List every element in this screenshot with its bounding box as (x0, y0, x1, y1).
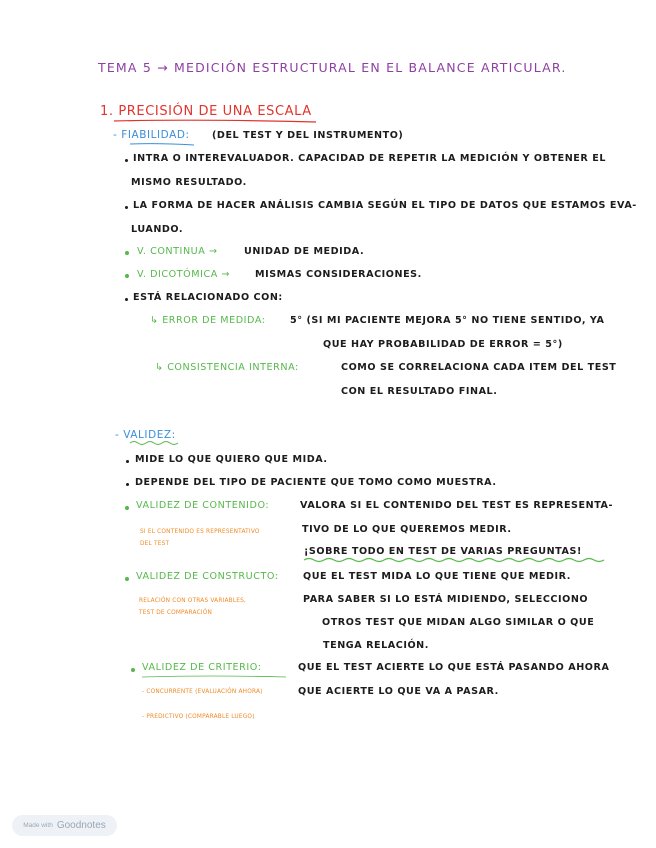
fiab-bullet2-line1: LA FORMA DE HACER ANÁLISIS CAMBIA SEGÚN EL TIPO DE DATOS QUE ESTAMOS EVA- (133, 200, 637, 211)
constructo-line4: TENGA RELACIÓN. (323, 640, 429, 651)
validez-bullet2: DEPENDE DEL TIPO DE PACIENTE QUE TOMO COMO MUESTRA. (135, 477, 497, 488)
criterio-note1: - CONCURRENTE (EVALUACIÓN AHORA) (142, 689, 263, 695)
contenido-note-line2: DEL TEST (140, 541, 170, 547)
fiab-bullet2-line2: LUANDO. (131, 224, 184, 235)
constructo-line1: QUE EL TEST MIDA LO QUE TIENE QUE MEDIR. (303, 571, 571, 582)
bullet (125, 298, 128, 301)
contenido-note-line1: SI EL CONTENIDO ES REPRESENTATIVO (140, 529, 260, 535)
goodnotes-badge[interactable] (12, 815, 117, 836)
constructo-label: VALIDEZ DE CONSTRUCTO: (136, 571, 279, 582)
contenido-label: VALIDEZ DE CONTENIDO: (136, 500, 270, 511)
badge-brand: Goodnotes (56, 820, 106, 831)
criterio-note2: - PREDICTIVO (COMPARABLE LUEGO) (142, 714, 255, 720)
error-medida-line2: QUE HAY PROBABILIDAD DE ERROR = 5°) (323, 339, 563, 350)
validez-bullet1: MIDE LO QUE QUIERO QUE MIDA. (135, 454, 328, 465)
bullet (126, 483, 129, 486)
constructo-line3: OTROS TEST QUE MIDAN ALGO SIMILAR O QUE (322, 617, 595, 628)
consistencia-line2: CON EL RESULTADO FINAL. (341, 386, 498, 397)
error-medida-label: ↳ ERROR DE MEDIDA: (150, 315, 266, 326)
fiabilidad-note: (DEL TEST Y DEL INSTRUMENTO) (212, 130, 404, 141)
relacionado-text: ESTÁ RELACIONADO CON: (133, 292, 283, 303)
criterio-line2: QUE ACIERTE LO QUE VA A PASAR. (298, 686, 499, 697)
heading-underline (114, 120, 316, 122)
constructo-note-line1: RELACIÓN CON OTRAS VARIABLES, (139, 598, 247, 604)
green-bullet (131, 668, 135, 672)
criterio-label: VALIDEZ DE CRITERIO: (142, 662, 262, 673)
continua-label: V. CONTINUA → (137, 246, 218, 257)
continua-text: UNIDAD DE MEDIDA. (244, 246, 365, 257)
constructo-note-line2: TEST DE COMPARACIÓN (139, 610, 213, 616)
bullet (125, 206, 128, 209)
consistencia-line1: COMO SE CORRELACIONA CADA ITEM DEL TEST (341, 362, 617, 373)
fiab-bullet1-line2: MISMO RESULTADO. (131, 177, 247, 188)
dicotomica-text: MISMAS CONSIDERACIONES. (255, 269, 422, 280)
fiab-bullet1-line1: INTRA O INTEREVALUADOR. CAPACIDAD DE REPETIR LA MEDICIÓN Y OBTENER EL (133, 153, 606, 164)
section-heading: 1. PRECISIÓN DE UNA ESCALA (100, 104, 312, 119)
green-bullet (125, 506, 129, 510)
criterio-underline (142, 676, 286, 677)
green-bullet (125, 251, 129, 255)
bullet (125, 159, 128, 162)
green-bullet (125, 274, 129, 278)
fiabilidad-label: - FIABILIDAD: (113, 129, 190, 141)
badge-prefix: Made with (23, 822, 53, 829)
contenido-line2: TIVO DE LO QUE QUEREMOS MEDIR. (302, 524, 512, 535)
criterio-line1: QUE EL TEST ACIERTE LO QUE ESTÁ PASANDO AHORA (298, 662, 610, 673)
constructo-line2: PARA SABER SI LO ESTÁ MIDIENDO, SELECCIONO (303, 594, 589, 605)
page-title: TEMA 5 → MEDICIÓN ESTRUCTURAL EN EL BALANCE ARTICULAR. (98, 60, 567, 75)
validez-wavy-underline (130, 442, 178, 445)
green-bullet (125, 577, 129, 581)
validez-label: - VALIDEZ: (115, 429, 176, 441)
consistencia-label: ↳ CONSISTENCIA INTERNA: (155, 362, 299, 373)
fiabilidad-underline (130, 144, 194, 145)
emphasis-wavy-underline (304, 559, 604, 562)
contenido-line3: ¡SOBRE TODO EN TEST DE VARIAS PREGUNTAS! (304, 546, 582, 557)
error-medida-line1: 5° (SI MI PACIENTE MEJORA 5° NO TIENE SENTIDO, YA (290, 315, 605, 326)
dicotomica-label: V. DICOTÓMICA → (137, 269, 231, 280)
bullet (126, 460, 129, 463)
contenido-line1: VALORA SI EL CONTENIDO DEL TEST ES REPRESENTA- (300, 500, 614, 511)
